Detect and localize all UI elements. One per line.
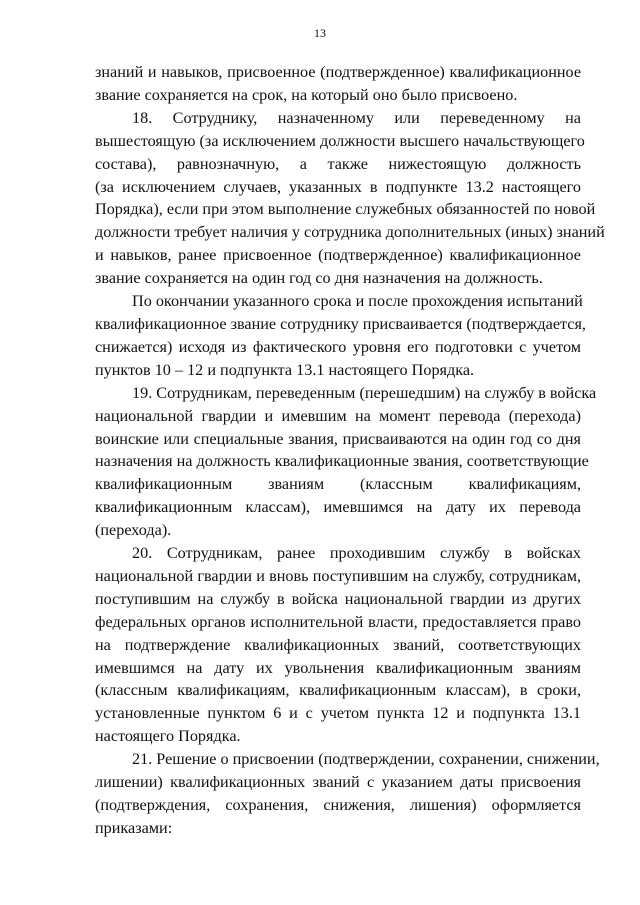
text-line: национальной гвардии и имевшим на момент перевода (перехода) [95, 406, 581, 425]
text-line: звание сохраняется на один год со дня назначения на должность. [95, 269, 543, 288]
text-line: 18. Сотруднику, назначенному или переведенному на [132, 108, 581, 127]
text-line: квалификационным классам), имевшимся на дату их перевода [95, 498, 581, 517]
text-line: снижается) исходя из фактического уровня его подготовки с учетом [95, 337, 581, 356]
text-line: (перехода). [95, 521, 172, 540]
document-body [95, 61, 605, 840]
text-line: (подтверждения, сохранения, снижения, лишения) оформляется [95, 796, 581, 814]
text-line: и навыков, ранее присвоенное (подтвержденное) квалификационное [95, 246, 581, 265]
text-line: 20. Сотрудникам, ранее проходившим службу в войсках [132, 544, 581, 563]
text-line: квалификационным званиям (классным квалификациям, [95, 475, 581, 494]
text-line: имевшимся на дату их увольнения квалификационным званиям [95, 658, 581, 677]
text-line: установленные пунктом 6 и с учетом пункта 12 и подпункта 13.1 [95, 704, 581, 723]
text-line: квалификационное звание сотруднику присваивается (подтверждается, [95, 314, 586, 333]
text-line: 21. Решение о присвоении (подтверждении, сохранении, снижении, [132, 750, 600, 769]
text-line: федеральных органов исполнительной власти, предоставляется право [95, 612, 581, 631]
text-line: Порядка), если при этом выполнение служебных обязанностей по новой [95, 200, 596, 219]
text-line: По окончании указанного срока и после прохождения испытаний [132, 292, 583, 311]
text-line: состава), равнозначную, а также нижестоящую должность [95, 154, 581, 173]
text-line: на подтверждение квалификационных званий, соответствующих [95, 635, 581, 654]
text-line: вышестоящую (за исключением должности высшего начальствующего [95, 131, 585, 150]
text-line: поступившим на службу в войска национальной гвардии из других [95, 589, 581, 608]
text-line: (классным квалификациям, квалификационным классам), в сроки, [95, 681, 581, 700]
text-line: настоящего Порядка. [95, 727, 241, 746]
paragraph [95, 107, 605, 290]
text-line: пунктов 10 – 12 и подпункта 13.1 настоящего Порядка. [95, 360, 475, 379]
text-line: звание сохраняется на срок, на который оно было присвоено. [95, 85, 518, 104]
text-line: должности требует наличия у сотрудника дополнительных (иных) знаний [95, 223, 605, 242]
text-line: (за исключением случаев, указанных в подпункте 13.2 настоящего [95, 177, 581, 196]
text-line: воинские или специальные звания, присваиваются на один год со дня [95, 429, 581, 448]
text-line: назначения на должность квалификационные звания, соответствующие [95, 452, 589, 471]
paragraph [95, 290, 586, 382]
page-number: 13 [314, 26, 326, 40]
text-line: национальной гвардии и вновь поступившим на службу, сотрудникам, [95, 566, 581, 585]
paragraph [95, 61, 581, 107]
paragraph [95, 542, 581, 748]
text-line: лишении) квалификационных званий с указанием даты присвоения [95, 773, 581, 792]
text-line: 19. Сотрудникам, переведенным (перешедшим) на службу в войска [132, 383, 597, 402]
text-line: знаний и навыков, присвоенное (подтвержденное) квалификационное [95, 63, 581, 81]
text-line: приказами: [95, 818, 173, 837]
paragraph [95, 748, 600, 840]
paragraph [95, 382, 597, 542]
